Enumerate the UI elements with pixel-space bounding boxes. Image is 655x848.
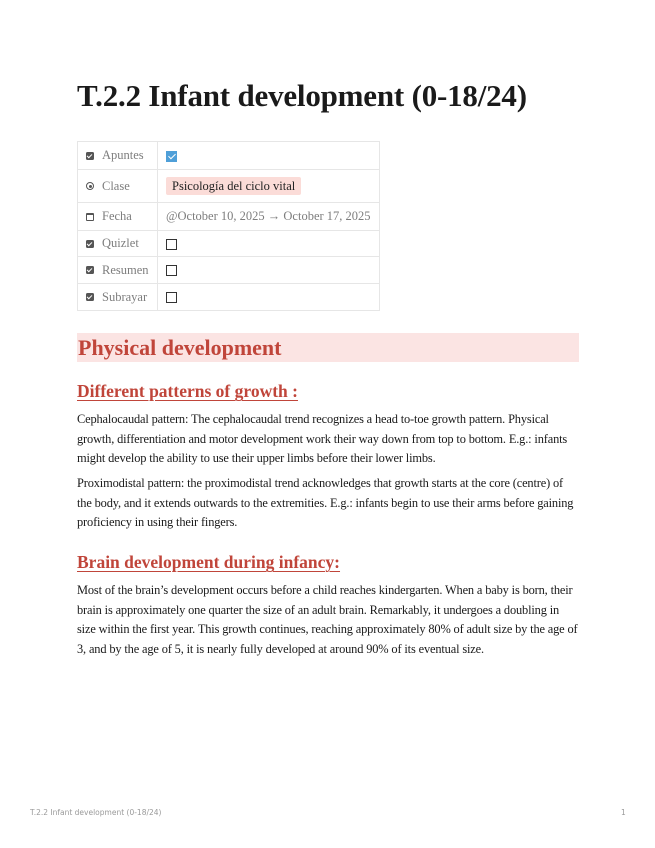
property-row-clase xyxy=(78,170,380,203)
heading-text: Physical development xyxy=(78,335,282,360)
resumen-checkbox[interactable] xyxy=(166,265,177,276)
properties-table xyxy=(77,141,380,311)
subrayar-checkbox[interactable] xyxy=(166,292,177,303)
checkbox-property-icon xyxy=(86,152,94,160)
property-label: Quizlet xyxy=(102,236,139,250)
brain-development-paragraph: Most of the brain’s development occurs before a child reaches kindergarten. When a baby is born, their brain is approximately one quarter the size of an adult brain. Remarkably, it undergoes a doubling in size within the first year. This growth continues, reaching approximately 80% of adult size by the age of 3, and by the age of 5, it is nearly fully developed at around 90% of its eventual size. xyxy=(77,583,578,656)
checkbox-property-icon xyxy=(86,293,94,301)
physical-development-heading xyxy=(77,333,579,362)
quizlet-checkbox[interactable] xyxy=(166,239,177,250)
footer-page-number: 1 xyxy=(621,808,626,817)
property-row-fecha xyxy=(78,203,380,231)
property-label: Fecha xyxy=(102,209,132,223)
checkbox-property-icon xyxy=(86,266,94,274)
footer-doc-title: T.2.2 Infant development (0-18/24) xyxy=(30,808,162,817)
calendar-icon xyxy=(86,213,94,221)
property-row-subrayar xyxy=(78,284,380,311)
proximodistal-paragraph: Proximodistal pattern: the proximodistal trend acknowledges that growth starts at the core (centre) of the body, and it extends outwards to the extremities. E.g.: infants begin to use their arms before gaining proficiency in using their fingers. xyxy=(77,476,574,530)
fecha-value[interactable]: @October 10, 2025 → October 17, 2025 xyxy=(166,209,371,223)
checkbox-property-icon xyxy=(86,240,94,248)
property-row-resumen xyxy=(78,257,380,284)
page-title: T.2.2 Infant development (0-18/24) xyxy=(77,78,527,113)
apuntes-checkbox[interactable] xyxy=(166,151,177,162)
property-label: Resumen xyxy=(102,262,149,277)
property-label: Apuntes xyxy=(102,148,144,162)
property-label: Clase xyxy=(102,178,130,193)
property-label: Subrayar xyxy=(102,289,148,304)
select-property-icon xyxy=(86,182,94,190)
cephalocaudal-paragraph: Cephalocaudal pattern: The cephalocaudal trend recognizes a head to-toe growth pattern. Physical growth, differentiation and motor development work their way down from top to bottom. E.g.: infants might develop the ability to use their upper limbs before their lower limbs. xyxy=(77,412,568,466)
growth-patterns-heading: Different patterns of growth : xyxy=(77,381,298,401)
property-row-apuntes xyxy=(78,142,380,170)
clase-tag[interactable]: Psicología del ciclo vital xyxy=(166,177,301,195)
brain-development-heading: Brain development during infancy: xyxy=(77,552,341,572)
property-row-quizlet xyxy=(78,231,380,257)
